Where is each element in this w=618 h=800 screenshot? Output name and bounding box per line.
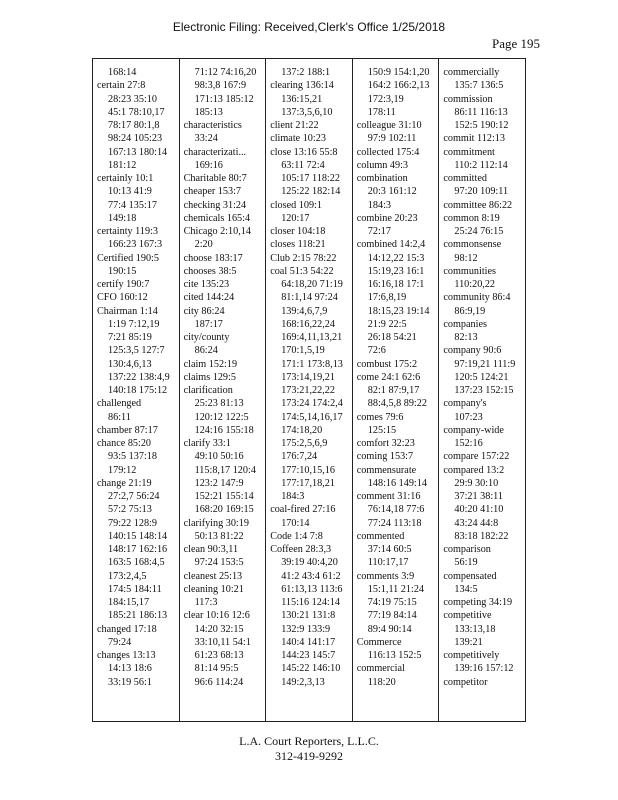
index-entry: change 21:19 bbox=[97, 477, 152, 489]
index-page-refs: 27:2,7 56:24 bbox=[108, 491, 160, 502]
index-entry: company's bbox=[443, 398, 487, 410]
index-page-refs: 33:19 56:1 bbox=[108, 676, 152, 688]
index-page-refs: 110:20,22 bbox=[454, 279, 496, 290]
filing-header: Electronic Filing: Received,Clerk's Office 1/25/2018 bbox=[172, 20, 446, 34]
index-page-refs: 132:9 133:9 bbox=[281, 623, 331, 635]
word-index-table bbox=[92, 58, 526, 722]
index-page-refs: 133:13,18 bbox=[454, 623, 496, 635]
index-entry: claims 129:5 bbox=[183, 371, 236, 383]
index-page-refs: 110:2 112:14 bbox=[454, 159, 508, 171]
index-page-refs: 37:14 60:5 bbox=[367, 544, 412, 555]
index-entry: commit 112:13 bbox=[443, 133, 505, 145]
index-page-refs: 14:20 32:15 bbox=[194, 623, 244, 635]
index-entry: clarify 33:1 bbox=[183, 438, 231, 449]
index-column-4 bbox=[353, 59, 440, 721]
index-page-refs: 2:20 bbox=[194, 239, 213, 251]
index-column-2 bbox=[180, 59, 267, 721]
index-page-refs: 176:7,24 bbox=[281, 451, 318, 463]
index-entry: community 86:4 bbox=[443, 292, 511, 304]
index-page-refs: 130:21 131:8 bbox=[281, 610, 336, 622]
index-page-refs: 116:13 152:5 bbox=[367, 650, 422, 661]
index-page-refs: 149:2,3,13 bbox=[281, 676, 325, 688]
index-entry: come 24:1 62:6 bbox=[356, 371, 421, 383]
index-page-refs: 174:5 184:11 bbox=[108, 583, 162, 595]
index-page-refs: 57:2 75:13 bbox=[108, 504, 152, 516]
index-page-refs: 148:17 162:16 bbox=[108, 544, 168, 555]
index-page-refs: 29:9 30:10 bbox=[454, 477, 499, 489]
index-page-refs: 164:2 166:2,13 bbox=[367, 80, 430, 92]
index-page-refs: 140:18 175:12 bbox=[108, 385, 168, 396]
index-entry: clarifying 30:19 bbox=[183, 517, 249, 529]
index-page-refs: 71:12 74:16,20 bbox=[194, 67, 257, 78]
index-page-refs: 173:24 174:2,4 bbox=[281, 398, 343, 410]
index-entry: chooses 38:5 bbox=[183, 265, 237, 277]
index-page-refs: 98:3,8 167:9 bbox=[194, 80, 247, 92]
index-page-refs: 134:5 bbox=[454, 583, 478, 595]
index-page-refs: 125:3,5 127:7 bbox=[108, 345, 165, 357]
index-page-refs: 86:11 bbox=[108, 411, 131, 423]
index-entry: clearing 136:14 bbox=[270, 80, 334, 92]
index-page-refs: 61:23 68:13 bbox=[194, 650, 244, 661]
index-page-refs: 190:15 bbox=[108, 265, 137, 277]
index-entry: characterizati... bbox=[183, 146, 247, 158]
index-page-refs: 117:3 bbox=[194, 597, 218, 608]
index-page-refs: 63:11 72:4 bbox=[281, 159, 325, 171]
index-page-refs: 136:15,21 bbox=[281, 93, 323, 105]
index-page-refs: 79:24 bbox=[108, 636, 132, 648]
index-page-refs: 115:8,17 120:4 bbox=[194, 464, 256, 476]
index-entry: compare 157:22 bbox=[443, 451, 510, 463]
index-page-refs: 86:11 116:13 bbox=[454, 106, 508, 118]
index-entry: coming 153:7 bbox=[356, 451, 414, 463]
court-reporter-phone: 312-419-9292 bbox=[275, 749, 343, 763]
index-entry: company-wide bbox=[443, 424, 504, 436]
index-entry: city 86:24 bbox=[183, 305, 225, 317]
index-page-refs: 7:21 85:19 bbox=[108, 332, 152, 343]
index-page-refs: 177:10,15,16 bbox=[281, 464, 335, 476]
index-page-refs: 120:12 122:5 bbox=[194, 411, 249, 423]
index-entry: competitor bbox=[443, 676, 488, 688]
index-page-refs: 149:18 bbox=[108, 212, 137, 224]
index-entry: companies bbox=[443, 318, 487, 330]
index-page-refs: 81:1,14 97:24 bbox=[281, 292, 338, 304]
index-entry: challenged bbox=[97, 398, 142, 410]
index-page-refs: 1:19 7:12,19 bbox=[108, 318, 160, 330]
index-page-refs: 81:14 95:5 bbox=[194, 663, 239, 675]
index-entry: certain 27:8 bbox=[97, 80, 146, 92]
index-page-refs: 40:20 41:10 bbox=[454, 504, 504, 516]
index-entry: compensated bbox=[443, 570, 497, 582]
index-page-refs: 170:1,5,19 bbox=[281, 345, 325, 357]
index-entry: Code 1:4 7:8 bbox=[270, 530, 323, 542]
index-page-refs: 152:21 155:14 bbox=[194, 491, 254, 502]
index-entry: clear 10:16 12:6 bbox=[183, 610, 250, 622]
index-entry: cheaper 153:7 bbox=[183, 186, 242, 198]
index-entry: comparison bbox=[443, 544, 491, 555]
index-entry: combust 175:2 bbox=[356, 358, 418, 370]
index-page-refs: 86:9,19 bbox=[454, 305, 486, 317]
index-page-refs: 175:2,5,6,9 bbox=[281, 438, 328, 449]
index-page-refs: 10:13 41:9 bbox=[108, 186, 152, 198]
index-entry: cited 144:24 bbox=[183, 292, 235, 304]
index-entry: commitment bbox=[443, 146, 495, 158]
index-entry: CFO 160:12 bbox=[97, 292, 148, 304]
index-entry: common 8:19 bbox=[443, 212, 500, 224]
index-entry: combined 14:2,4 bbox=[356, 239, 426, 251]
index-entry: characteristics bbox=[183, 120, 242, 131]
index-entry: changed 17:18 bbox=[97, 623, 157, 635]
index-entry: chemicals 165:4 bbox=[183, 212, 251, 224]
index-page-refs: 97:19,21 111:9 bbox=[454, 358, 516, 370]
index-entry: Chicago 2:10,14 bbox=[183, 226, 251, 237]
index-entry: comment 31:16 bbox=[356, 491, 421, 502]
index-entry: clean 90:3,11 bbox=[183, 544, 239, 555]
index-column-3 bbox=[266, 59, 353, 721]
index-page-refs: 137:2 188:1 bbox=[281, 67, 331, 78]
index-entry: closed 109:1 bbox=[270, 199, 322, 211]
index-entry: Charitable 80:7 bbox=[183, 173, 247, 184]
index-page-refs: 139:16 157:12 bbox=[454, 663, 514, 675]
index-page-refs: 83:18 182:22 bbox=[454, 530, 509, 542]
index-page-refs: 97:24 153:5 bbox=[194, 557, 244, 569]
index-page-refs: 140:4 141:17 bbox=[281, 636, 336, 648]
index-page-refs: 170:14 bbox=[281, 517, 310, 529]
index-page-refs: 110:17,17 bbox=[367, 557, 409, 569]
index-page-refs: 123:2 147:9 bbox=[194, 477, 244, 489]
index-entry: collected 175:4 bbox=[356, 146, 420, 158]
index-entry: competing 34:19 bbox=[443, 597, 513, 608]
index-page-refs: 96:6 114:24 bbox=[194, 676, 244, 688]
index-entry: chamber 87:17 bbox=[97, 424, 158, 436]
index-page-refs: 97:20 109:11 bbox=[454, 186, 509, 198]
index-page-refs: 50:13 81:22 bbox=[194, 530, 244, 542]
index-entry: close 13:16 55:8 bbox=[270, 146, 338, 158]
index-page-refs: 49:10 50:16 bbox=[194, 451, 244, 463]
index-entry: closes 118:21 bbox=[270, 239, 326, 251]
index-page-refs: 74:19 75:15 bbox=[367, 597, 417, 608]
index-page-refs: 137:3,5,6,10 bbox=[281, 106, 333, 118]
index-page-refs: 33:24 bbox=[194, 133, 218, 145]
index-entry: compared 13:2 bbox=[443, 464, 505, 476]
index-entry: Chairman 1:14 bbox=[97, 305, 158, 317]
index-entry: communities bbox=[443, 265, 497, 277]
index-page-refs: 174:18,20 bbox=[281, 424, 323, 436]
index-page-refs: 41:2 43:4 61:2 bbox=[281, 570, 341, 582]
index-page-refs: 105:17 118:22 bbox=[281, 173, 340, 184]
index-page-refs: 61:13,13 113:6 bbox=[281, 583, 343, 595]
index-page-refs: 187:17 bbox=[194, 318, 223, 330]
index-page-refs: 148:16 149:14 bbox=[367, 477, 427, 489]
index-page-refs: 179:12 bbox=[108, 464, 137, 476]
index-page-refs: 168:20 169:15 bbox=[194, 504, 254, 516]
index-page-refs: 15:1,11 21:24 bbox=[367, 583, 425, 595]
index-page-refs: 98:12 bbox=[454, 252, 478, 264]
index-page-refs: 120:5 124:21 bbox=[454, 371, 509, 383]
index-entry: city/county bbox=[183, 332, 230, 343]
index-page-refs: 177:17,18,21 bbox=[281, 477, 335, 489]
court-reporter-name: L.A. Court Reporters, L.L.C. bbox=[239, 734, 379, 748]
index-page-refs: 82:1 87:9,17 bbox=[367, 385, 420, 396]
index-page-refs: 25:24 76:15 bbox=[454, 226, 504, 237]
index-page-refs: 139:4,6,7,9 bbox=[281, 305, 328, 317]
index-page-refs: 120:17 bbox=[281, 212, 310, 224]
index-entry: Coffeen 28:3,3 bbox=[270, 544, 332, 555]
index-page-refs: 169:16 bbox=[194, 159, 223, 171]
index-page-refs: 17:6,8,19 bbox=[367, 292, 407, 304]
index-entry: coal-fired 27:16 bbox=[270, 504, 336, 516]
index-page-refs: 72:17 bbox=[367, 226, 391, 237]
index-page-refs: 168:16,22,24 bbox=[281, 318, 335, 330]
index-page-refs: 171:1 173:8,13 bbox=[281, 358, 343, 370]
index-entry: committee 86:22 bbox=[443, 199, 513, 211]
index-page-refs: 97:9 102:11 bbox=[367, 133, 417, 145]
index-entry: combine 20:23 bbox=[356, 212, 418, 224]
index-entry: climate 10:23 bbox=[270, 133, 326, 145]
index-page-refs: 107:23 bbox=[454, 411, 483, 423]
index-page-refs: 82:13 bbox=[454, 332, 478, 343]
index-entry: clarification bbox=[183, 385, 233, 396]
index-entry: cleaning 10:21 bbox=[183, 583, 244, 595]
index-page-refs: 152:16 bbox=[454, 438, 483, 449]
index-page-refs: 14:12,22 15:3 bbox=[367, 252, 425, 264]
index-page-refs: 37:21 38:11 bbox=[454, 491, 503, 502]
index-page-refs: 171:13 185:12 bbox=[194, 93, 254, 105]
index-page-refs: 152:5 190:12 bbox=[454, 120, 509, 131]
index-page-refs: 89:4 90:14 bbox=[367, 623, 412, 635]
index-page-refs: 86:24 bbox=[194, 345, 218, 357]
index-page-refs: 14:13 18:6 bbox=[108, 663, 152, 675]
index-page-refs: 173:21,22,22 bbox=[281, 385, 335, 396]
index-page-refs: 26:18 54:21 bbox=[367, 332, 417, 343]
index-page-refs: 168:14 bbox=[108, 67, 137, 78]
index-entry: column 49:3 bbox=[356, 159, 408, 171]
index-page-refs: 79:22 128:9 bbox=[108, 517, 157, 529]
index-entry: Club 2:15 78:22 bbox=[270, 252, 337, 264]
index-page-refs: 125:15 bbox=[367, 424, 397, 436]
index-entry: choose 183:17 bbox=[183, 252, 243, 264]
index-entry: checking 31:24 bbox=[183, 199, 247, 211]
index-page-refs: 137:23 152:15 bbox=[454, 385, 514, 396]
index-page-refs: 184:3 bbox=[367, 199, 391, 211]
index-page-refs: 124:16 155:18 bbox=[194, 424, 254, 436]
index-page-refs: 21:9 22:5 bbox=[367, 318, 407, 330]
index-page-refs: 145:22 146:10 bbox=[281, 663, 341, 675]
index-page-refs: 25:23 81:13 bbox=[194, 398, 244, 410]
index-page-refs: 118:20 bbox=[367, 676, 396, 688]
index-entry: chance 85:20 bbox=[97, 438, 152, 449]
index-page-refs: 45:1 78:10,17 bbox=[108, 106, 165, 118]
index-page-refs: 184:15,17 bbox=[108, 597, 150, 608]
index-page-refs: 15:19,23 16:1 bbox=[367, 265, 425, 277]
index-page-refs: 88:4,5,8 89:22 bbox=[367, 398, 427, 410]
index-entry: client 21:22 bbox=[270, 120, 319, 131]
index-page-refs: 93:5 137:18 bbox=[108, 451, 157, 463]
index-page-refs: 33:10,11 54:1 bbox=[194, 636, 251, 648]
index-page-refs: 115:16 124:14 bbox=[281, 597, 340, 608]
index-entry: certainty 119:3 bbox=[97, 226, 159, 237]
index-page-refs: 185:13 bbox=[194, 106, 223, 118]
index-page-refs: 178:11 bbox=[367, 106, 396, 118]
index-page-refs: 135:7 136:5 bbox=[454, 80, 504, 92]
index-entry: certify 190:7 bbox=[97, 279, 150, 290]
index-entry: closer 104:18 bbox=[270, 226, 326, 237]
index-page-refs: 140:15 148:14 bbox=[108, 530, 168, 542]
index-page-refs: 184:3 bbox=[281, 491, 305, 502]
index-page-refs: 39:19 40:4,20 bbox=[281, 557, 338, 569]
index-page-refs: 98:24 105:23 bbox=[108, 133, 163, 145]
index-entry: commercially bbox=[443, 67, 500, 78]
index-page-refs: 181:12 bbox=[108, 159, 137, 171]
index-page-refs: 125:22 182:14 bbox=[281, 186, 341, 198]
index-page-refs: 144:23 145:7 bbox=[281, 650, 336, 661]
index-entry: competitive bbox=[443, 610, 492, 622]
index-entry: coal 51:3 54:22 bbox=[270, 265, 334, 277]
index-entry: combination bbox=[356, 173, 408, 184]
index-page-refs: 173:2,4,5 bbox=[108, 570, 147, 582]
index-page-refs: 77:4 135:17 bbox=[108, 199, 157, 211]
index-entry: commercial bbox=[356, 663, 405, 675]
index-entry: Certified 190:5 bbox=[97, 252, 159, 264]
index-page-refs: 20:3 161:12 bbox=[367, 186, 417, 198]
index-page-refs: 18:15,23 19:14 bbox=[367, 305, 430, 317]
index-entry: commensurate bbox=[356, 464, 417, 476]
index-page-refs: 64:18,20 71:19 bbox=[281, 279, 343, 290]
index-page-refs: 76:14,18 77:6 bbox=[367, 504, 425, 516]
index-entry: Commerce bbox=[356, 636, 402, 648]
index-entry: certainly 10:1 bbox=[97, 173, 154, 184]
index-entry: committed bbox=[443, 173, 487, 184]
index-page-refs: 174:5,14,16,17 bbox=[281, 411, 343, 423]
index-entry: commission bbox=[443, 93, 493, 105]
index-entry: commonsense bbox=[443, 239, 502, 251]
footer bbox=[0, 734, 618, 764]
index-entry: colleague 31:10 bbox=[356, 120, 422, 131]
page-number: Page 195 bbox=[491, 36, 540, 51]
index-entry: claim 152:19 bbox=[183, 358, 238, 370]
index-page-refs: 139:21 bbox=[454, 636, 483, 648]
index-entry: cite 135:23 bbox=[183, 279, 230, 290]
index-entry: competitively bbox=[443, 650, 500, 661]
index-page-refs: 185:21 186:13 bbox=[108, 610, 168, 622]
index-page-refs: 172:3,19 bbox=[367, 93, 404, 105]
index-page-refs: 43:24 44:8 bbox=[454, 517, 499, 529]
index-page-refs: 163:5 168:4,5 bbox=[108, 557, 165, 569]
index-page-refs: 16:16,18 17:1 bbox=[367, 279, 425, 290]
index-column-5 bbox=[439, 59, 525, 721]
index-entry: changes 13:13 bbox=[97, 650, 156, 661]
index-page-refs: 77:24 113:18 bbox=[367, 517, 422, 529]
index-page-refs: 173:14,19,21 bbox=[281, 371, 335, 383]
index-page-refs: 72:6 bbox=[367, 345, 386, 357]
index-page-refs: 137:22 138:4,9 bbox=[108, 371, 170, 383]
index-entry: cleanest 25:13 bbox=[183, 570, 243, 582]
index-entry: comments 3:9 bbox=[356, 570, 415, 582]
index-entry: comes 79:6 bbox=[356, 411, 404, 423]
index-page-refs: 166:23 167:3 bbox=[108, 239, 163, 251]
index-entry: comfort 32:23 bbox=[356, 438, 415, 449]
index-entry: company 90:6 bbox=[443, 345, 502, 357]
index-page-refs: 78:17 80:1,8 bbox=[108, 120, 160, 131]
index-page-refs: 28:23 35:10 bbox=[108, 93, 157, 105]
index-page-refs: 167:13 180:14 bbox=[108, 146, 168, 158]
index-page-refs: 77:19 84:14 bbox=[367, 610, 417, 622]
index-page-refs: 130:4,6,13 bbox=[108, 358, 152, 370]
index-column-1 bbox=[93, 59, 180, 721]
index-page-refs: 169:4,11,13,21 bbox=[281, 332, 343, 343]
index-entry: commented bbox=[356, 530, 405, 542]
index-page-refs: 150:9 154:1,20 bbox=[367, 67, 430, 78]
index-page-refs: 56:19 bbox=[454, 557, 478, 569]
